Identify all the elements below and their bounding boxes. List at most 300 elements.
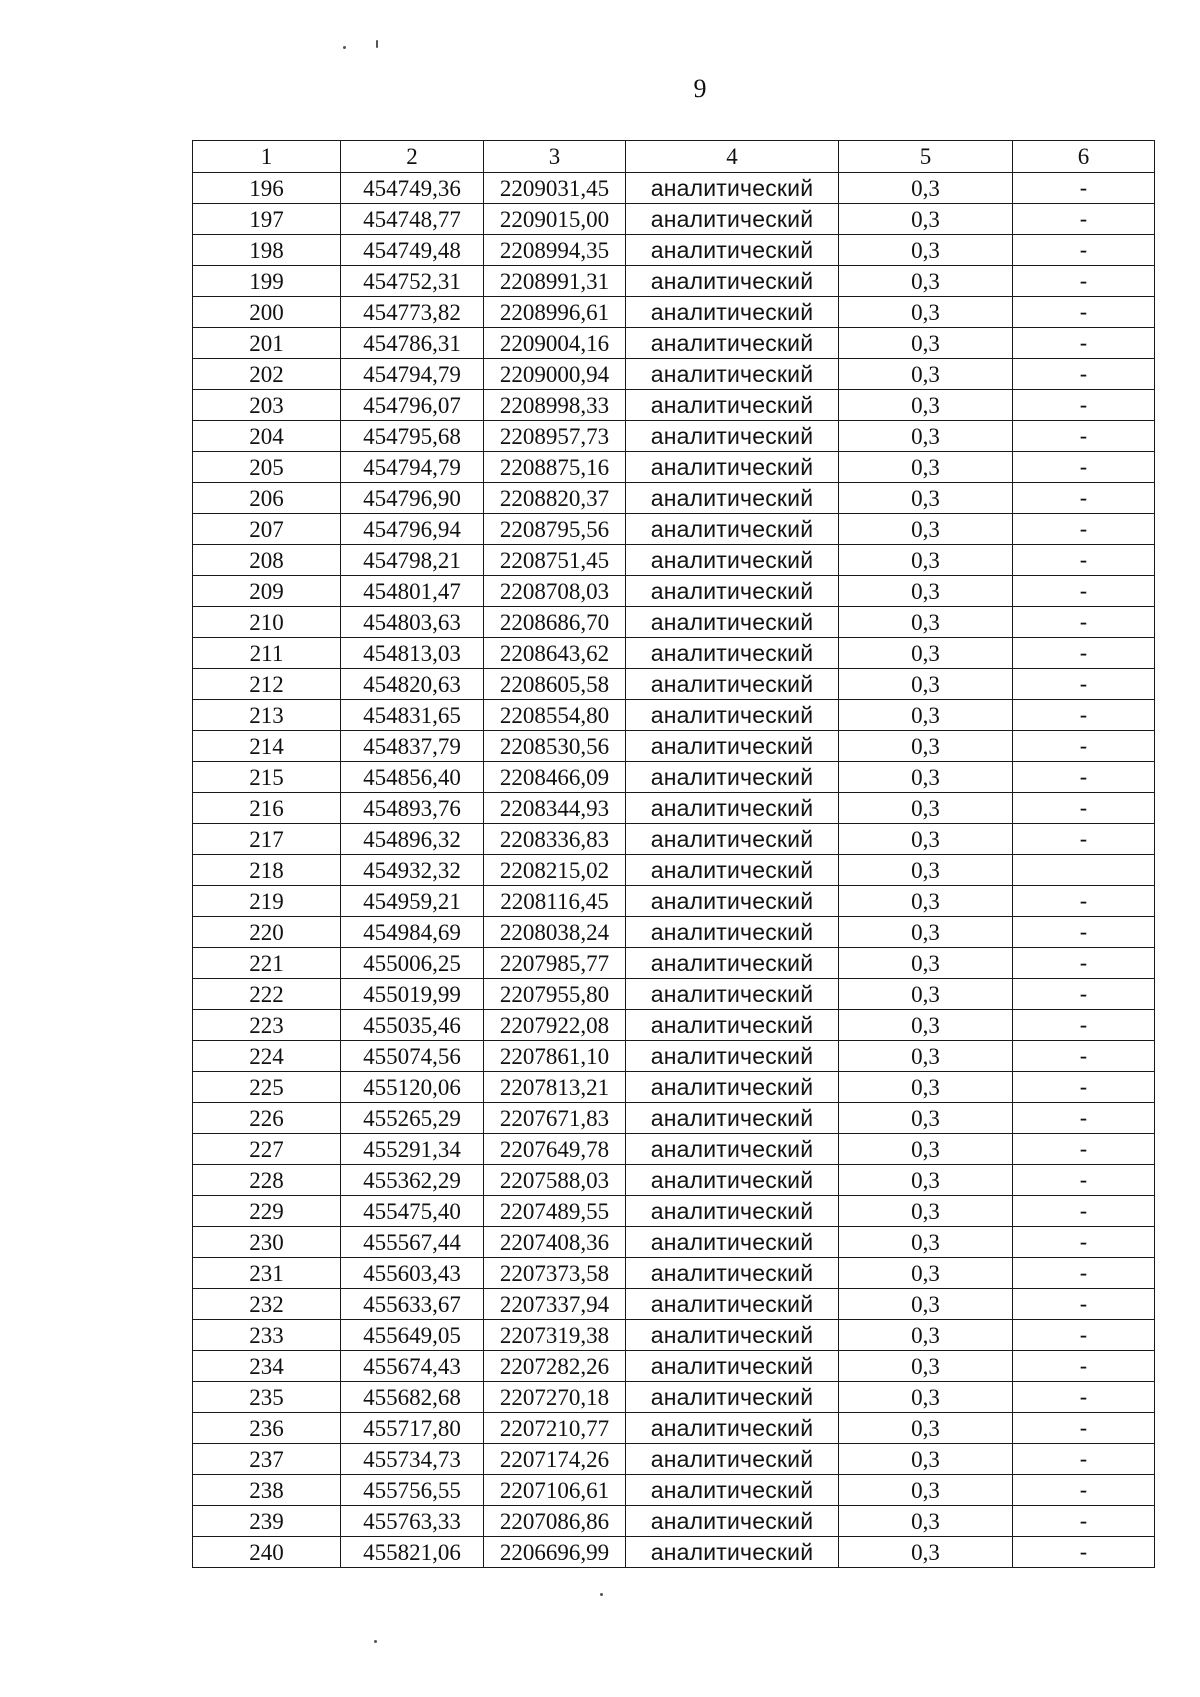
point-number-cell: 224 — [193, 1041, 341, 1072]
y-coordinate-cell: 2207955,80 — [484, 979, 626, 1010]
y-coordinate-cell: 2209015,00 — [484, 204, 626, 235]
accuracy-cell: 0,3 — [839, 514, 1013, 545]
error-cell: - — [1013, 173, 1155, 204]
point-number-cell: 236 — [193, 1413, 341, 1444]
table-row — [193, 235, 1155, 266]
accuracy-cell: 0,3 — [839, 979, 1013, 1010]
method-cell: аналитический — [626, 1196, 839, 1227]
method-cell: аналитический — [626, 1320, 839, 1351]
point-number-cell: 233 — [193, 1320, 341, 1351]
y-coordinate-cell: 2208336,83 — [484, 824, 626, 855]
accuracy-cell: 0,3 — [839, 483, 1013, 514]
table-row — [193, 1072, 1155, 1103]
table-row — [193, 1010, 1155, 1041]
y-coordinate-cell: 2208996,61 — [484, 297, 626, 328]
x-coordinate-cell: 455603,43 — [341, 1258, 484, 1289]
error-cell: - — [1013, 1165, 1155, 1196]
table-row — [193, 638, 1155, 669]
accuracy-cell: 0,3 — [839, 1103, 1013, 1134]
x-coordinate-cell: 455756,55 — [341, 1475, 484, 1506]
column-header: 2 — [341, 141, 484, 173]
error-cell: - — [1013, 793, 1155, 824]
method-cell: аналитический — [626, 1258, 839, 1289]
x-coordinate-cell: 455633,67 — [341, 1289, 484, 1320]
y-coordinate-cell: 2207337,94 — [484, 1289, 626, 1320]
method-cell: аналитический — [626, 297, 839, 328]
table-row — [193, 204, 1155, 235]
y-coordinate-cell: 2206696,99 — [484, 1537, 626, 1568]
error-cell: - — [1013, 266, 1155, 297]
error-cell: - — [1013, 700, 1155, 731]
x-coordinate-cell: 454795,68 — [341, 421, 484, 452]
y-coordinate-cell: 2208038,24 — [484, 917, 626, 948]
error-cell: - — [1013, 390, 1155, 421]
x-coordinate-cell: 454831,65 — [341, 700, 484, 731]
point-number-cell: 209 — [193, 576, 341, 607]
table-row — [193, 514, 1155, 545]
y-coordinate-cell: 2209031,45 — [484, 173, 626, 204]
y-coordinate-cell: 2208875,16 — [484, 452, 626, 483]
accuracy-cell: 0,3 — [839, 1134, 1013, 1165]
method-cell: аналитический — [626, 1537, 839, 1568]
y-coordinate-cell: 2207174,26 — [484, 1444, 626, 1475]
error-cell: - — [1013, 1289, 1155, 1320]
accuracy-cell: 0,3 — [839, 607, 1013, 638]
error-cell: - — [1013, 886, 1155, 917]
y-coordinate-cell: 2208344,93 — [484, 793, 626, 824]
table-row — [193, 421, 1155, 452]
column-header: 4 — [626, 141, 839, 173]
y-coordinate-cell: 2208820,37 — [484, 483, 626, 514]
table-row — [193, 1196, 1155, 1227]
y-coordinate-cell: 2207086,86 — [484, 1506, 626, 1537]
x-coordinate-cell: 455649,05 — [341, 1320, 484, 1351]
table-row — [193, 1103, 1155, 1134]
method-cell: аналитический — [626, 886, 839, 917]
x-coordinate-cell: 454773,82 — [341, 297, 484, 328]
error-cell: - — [1013, 235, 1155, 266]
scan-speck — [343, 46, 346, 49]
accuracy-cell: 0,3 — [839, 1072, 1013, 1103]
point-number-cell: 204 — [193, 421, 341, 452]
point-number-cell: 237 — [193, 1444, 341, 1475]
x-coordinate-cell: 454803,63 — [341, 607, 484, 638]
error-cell: - — [1013, 545, 1155, 576]
method-cell: аналитический — [626, 266, 839, 297]
y-coordinate-cell: 2207373,58 — [484, 1258, 626, 1289]
table-row — [193, 824, 1155, 855]
x-coordinate-cell: 454748,77 — [341, 204, 484, 235]
y-coordinate-cell: 2208466,09 — [484, 762, 626, 793]
accuracy-cell: 0,3 — [839, 576, 1013, 607]
method-cell: аналитический — [626, 855, 839, 886]
point-number-cell: 226 — [193, 1103, 341, 1134]
method-cell: аналитический — [626, 669, 839, 700]
error-cell: - — [1013, 1010, 1155, 1041]
method-cell: аналитический — [626, 700, 839, 731]
x-coordinate-cell: 454796,90 — [341, 483, 484, 514]
table-row — [193, 266, 1155, 297]
y-coordinate-cell: 2208998,33 — [484, 390, 626, 421]
error-cell: - — [1013, 359, 1155, 390]
method-cell: аналитический — [626, 1506, 839, 1537]
method-cell: аналитический — [626, 390, 839, 421]
error-cell: - — [1013, 669, 1155, 700]
method-cell: аналитический — [626, 514, 839, 545]
table-row — [193, 1351, 1155, 1382]
accuracy-cell: 0,3 — [839, 824, 1013, 855]
table-row — [193, 1227, 1155, 1258]
accuracy-cell: 0,3 — [839, 855, 1013, 886]
x-coordinate-cell: 454820,63 — [341, 669, 484, 700]
table-row — [193, 483, 1155, 514]
point-number-cell: 223 — [193, 1010, 341, 1041]
table-row — [193, 452, 1155, 483]
y-coordinate-cell: 2207861,10 — [484, 1041, 626, 1072]
method-cell: аналитический — [626, 235, 839, 266]
table-row — [193, 1506, 1155, 1537]
column-header: 5 — [839, 141, 1013, 173]
error-cell: - — [1013, 638, 1155, 669]
point-number-cell: 208 — [193, 545, 341, 576]
point-number-cell: 214 — [193, 731, 341, 762]
error-cell: - — [1013, 607, 1155, 638]
accuracy-cell: 0,3 — [839, 1444, 1013, 1475]
table-body — [193, 173, 1155, 1568]
y-coordinate-cell: 2208554,80 — [484, 700, 626, 731]
table-row — [193, 1258, 1155, 1289]
table-row — [193, 948, 1155, 979]
y-coordinate-cell: 2207270,18 — [484, 1382, 626, 1413]
error-cell: - — [1013, 1475, 1155, 1506]
point-number-cell: 212 — [193, 669, 341, 700]
point-number-cell: 239 — [193, 1506, 341, 1537]
accuracy-cell: 0,3 — [839, 359, 1013, 390]
error-cell — [1013, 855, 1155, 886]
method-cell: аналитический — [626, 1382, 839, 1413]
error-cell: - — [1013, 1258, 1155, 1289]
point-number-cell: 240 — [193, 1537, 341, 1568]
x-coordinate-cell: 454794,79 — [341, 452, 484, 483]
y-coordinate-cell: 2209000,94 — [484, 359, 626, 390]
accuracy-cell: 0,3 — [839, 173, 1013, 204]
error-cell: - — [1013, 762, 1155, 793]
error-cell: - — [1013, 297, 1155, 328]
x-coordinate-cell: 454801,47 — [341, 576, 484, 607]
point-number-cell: 211 — [193, 638, 341, 669]
x-coordinate-cell: 454856,40 — [341, 762, 484, 793]
method-cell: аналитический — [626, 1134, 839, 1165]
column-header: 1 — [193, 141, 341, 173]
scan-speck — [376, 40, 378, 48]
point-number-cell: 222 — [193, 979, 341, 1010]
column-header: 3 — [484, 141, 626, 173]
x-coordinate-cell: 455120,06 — [341, 1072, 484, 1103]
point-number-cell: 234 — [193, 1351, 341, 1382]
accuracy-cell: 0,3 — [839, 204, 1013, 235]
table-row — [193, 1041, 1155, 1072]
accuracy-cell: 0,3 — [839, 1506, 1013, 1537]
accuracy-cell: 0,3 — [839, 1475, 1013, 1506]
accuracy-cell: 0,3 — [839, 1010, 1013, 1041]
x-coordinate-cell: 454984,69 — [341, 917, 484, 948]
point-number-cell: 238 — [193, 1475, 341, 1506]
coordinates-table — [192, 140, 1155, 1568]
error-cell: - — [1013, 1506, 1155, 1537]
y-coordinate-cell: 2208751,45 — [484, 545, 626, 576]
table-row — [193, 731, 1155, 762]
table-row — [193, 1444, 1155, 1475]
table-row — [193, 917, 1155, 948]
x-coordinate-cell: 454796,07 — [341, 390, 484, 421]
method-cell: аналитический — [626, 1103, 839, 1134]
error-cell: - — [1013, 328, 1155, 359]
y-coordinate-cell: 2207649,78 — [484, 1134, 626, 1165]
method-cell: аналитический — [626, 824, 839, 855]
x-coordinate-cell: 454786,31 — [341, 328, 484, 359]
method-cell: аналитический — [626, 1413, 839, 1444]
point-number-cell: 196 — [193, 173, 341, 204]
error-cell: - — [1013, 731, 1155, 762]
x-coordinate-cell: 455674,43 — [341, 1351, 484, 1382]
point-number-cell: 217 — [193, 824, 341, 855]
point-number-cell: 220 — [193, 917, 341, 948]
x-coordinate-cell: 455019,99 — [341, 979, 484, 1010]
error-cell: - — [1013, 1320, 1155, 1351]
accuracy-cell: 0,3 — [839, 762, 1013, 793]
y-coordinate-cell: 2207489,55 — [484, 1196, 626, 1227]
y-coordinate-cell: 2208605,58 — [484, 669, 626, 700]
point-number-cell: 201 — [193, 328, 341, 359]
y-coordinate-cell: 2208643,62 — [484, 638, 626, 669]
accuracy-cell: 0,3 — [839, 1227, 1013, 1258]
method-cell: аналитический — [626, 979, 839, 1010]
x-coordinate-cell: 455362,29 — [341, 1165, 484, 1196]
y-coordinate-cell: 2207813,21 — [484, 1072, 626, 1103]
error-cell: - — [1013, 452, 1155, 483]
error-cell: - — [1013, 1196, 1155, 1227]
point-number-cell: 198 — [193, 235, 341, 266]
point-number-cell: 200 — [193, 297, 341, 328]
table-row — [193, 1413, 1155, 1444]
table-row — [193, 390, 1155, 421]
point-number-cell: 219 — [193, 886, 341, 917]
error-cell: - — [1013, 204, 1155, 235]
accuracy-cell: 0,3 — [839, 1320, 1013, 1351]
error-cell: - — [1013, 1382, 1155, 1413]
accuracy-cell: 0,3 — [839, 266, 1013, 297]
table-row — [193, 979, 1155, 1010]
table-row — [193, 1289, 1155, 1320]
accuracy-cell: 0,3 — [839, 297, 1013, 328]
error-cell: - — [1013, 1134, 1155, 1165]
table-row — [193, 1134, 1155, 1165]
accuracy-cell: 0,3 — [839, 328, 1013, 359]
point-number-cell: 213 — [193, 700, 341, 731]
y-coordinate-cell: 2207588,03 — [484, 1165, 626, 1196]
accuracy-cell: 0,3 — [839, 793, 1013, 824]
method-cell: аналитический — [626, 328, 839, 359]
point-number-cell: 207 — [193, 514, 341, 545]
point-number-cell: 205 — [193, 452, 341, 483]
error-cell: - — [1013, 576, 1155, 607]
y-coordinate-cell: 2208795,56 — [484, 514, 626, 545]
point-number-cell: 228 — [193, 1165, 341, 1196]
method-cell: аналитический — [626, 204, 839, 235]
x-coordinate-cell: 454959,21 — [341, 886, 484, 917]
error-cell: - — [1013, 917, 1155, 948]
accuracy-cell: 0,3 — [839, 1382, 1013, 1413]
method-cell: аналитический — [626, 1010, 839, 1041]
point-number-cell: 197 — [193, 204, 341, 235]
x-coordinate-cell: 455682,68 — [341, 1382, 484, 1413]
table-row — [193, 762, 1155, 793]
x-coordinate-cell: 454749,36 — [341, 173, 484, 204]
y-coordinate-cell: 2208215,02 — [484, 855, 626, 886]
x-coordinate-cell: 455291,34 — [341, 1134, 484, 1165]
page-number: 9 — [693, 74, 707, 103]
accuracy-cell: 0,3 — [839, 1537, 1013, 1568]
y-coordinate-cell: 2208991,31 — [484, 266, 626, 297]
error-cell: - — [1013, 1351, 1155, 1382]
x-coordinate-cell: 455567,44 — [341, 1227, 484, 1258]
method-cell: аналитический — [626, 917, 839, 948]
error-cell: - — [1013, 514, 1155, 545]
method-cell: аналитический — [626, 421, 839, 452]
point-number-cell: 215 — [193, 762, 341, 793]
method-cell: аналитический — [626, 1289, 839, 1320]
error-cell: - — [1013, 1072, 1155, 1103]
table-row — [193, 359, 1155, 390]
error-cell: - — [1013, 1041, 1155, 1072]
method-cell: аналитический — [626, 1165, 839, 1196]
error-cell: - — [1013, 1227, 1155, 1258]
point-number-cell: 227 — [193, 1134, 341, 1165]
accuracy-cell: 0,3 — [839, 1351, 1013, 1382]
y-coordinate-cell: 2207319,38 — [484, 1320, 626, 1351]
table-row — [193, 669, 1155, 700]
accuracy-cell: 0,3 — [839, 1289, 1013, 1320]
accuracy-cell: 0,3 — [839, 917, 1013, 948]
error-cell: - — [1013, 979, 1155, 1010]
x-coordinate-cell: 454749,48 — [341, 235, 484, 266]
accuracy-cell: 0,3 — [839, 1258, 1013, 1289]
point-number-cell: 202 — [193, 359, 341, 390]
accuracy-cell: 0,3 — [839, 1413, 1013, 1444]
table-row — [193, 793, 1155, 824]
x-coordinate-cell: 454837,79 — [341, 731, 484, 762]
method-cell: аналитический — [626, 1475, 839, 1506]
method-cell: аналитический — [626, 1072, 839, 1103]
table-row — [193, 173, 1155, 204]
method-cell: аналитический — [626, 1444, 839, 1475]
y-coordinate-cell: 2207106,61 — [484, 1475, 626, 1506]
method-cell: аналитический — [626, 1227, 839, 1258]
table-row — [193, 1320, 1155, 1351]
x-coordinate-cell: 455734,73 — [341, 1444, 484, 1475]
accuracy-cell: 0,3 — [839, 948, 1013, 979]
x-coordinate-cell: 454932,32 — [341, 855, 484, 886]
y-coordinate-cell: 2209004,16 — [484, 328, 626, 359]
method-cell: аналитический — [626, 607, 839, 638]
method-cell: аналитический — [626, 638, 839, 669]
y-coordinate-cell: 2208530,56 — [484, 731, 626, 762]
x-coordinate-cell: 454798,21 — [341, 545, 484, 576]
method-cell: аналитический — [626, 793, 839, 824]
point-number-cell: 232 — [193, 1289, 341, 1320]
table-row — [193, 607, 1155, 638]
method-cell: аналитический — [626, 545, 839, 576]
point-number-cell: 230 — [193, 1227, 341, 1258]
y-coordinate-cell: 2207282,26 — [484, 1351, 626, 1382]
point-number-cell: 221 — [193, 948, 341, 979]
error-cell: - — [1013, 948, 1155, 979]
method-cell: аналитический — [626, 1351, 839, 1382]
scan-speck — [600, 1593, 603, 1596]
x-coordinate-cell: 454813,03 — [341, 638, 484, 669]
y-coordinate-cell: 2207210,77 — [484, 1413, 626, 1444]
y-coordinate-cell: 2208994,35 — [484, 235, 626, 266]
point-number-cell: 218 — [193, 855, 341, 886]
column-header: 6 — [1013, 141, 1155, 173]
method-cell: аналитический — [626, 173, 839, 204]
y-coordinate-cell: 2207985,77 — [484, 948, 626, 979]
error-cell: - — [1013, 1537, 1155, 1568]
x-coordinate-cell: 454752,31 — [341, 266, 484, 297]
point-number-cell: 210 — [193, 607, 341, 638]
x-coordinate-cell: 454796,94 — [341, 514, 484, 545]
point-number-cell: 225 — [193, 1072, 341, 1103]
point-number-cell: 229 — [193, 1196, 341, 1227]
table-row — [193, 297, 1155, 328]
method-cell: аналитический — [626, 731, 839, 762]
accuracy-cell: 0,3 — [839, 731, 1013, 762]
x-coordinate-cell: 455035,46 — [341, 1010, 484, 1041]
table-row — [193, 1475, 1155, 1506]
x-coordinate-cell: 455763,33 — [341, 1506, 484, 1537]
table-row — [193, 886, 1155, 917]
method-cell: аналитический — [626, 576, 839, 607]
error-cell: - — [1013, 421, 1155, 452]
y-coordinate-cell: 2208708,03 — [484, 576, 626, 607]
point-number-cell: 231 — [193, 1258, 341, 1289]
method-cell: аналитический — [626, 948, 839, 979]
table-row — [193, 328, 1155, 359]
point-number-cell: 235 — [193, 1382, 341, 1413]
point-number-cell: 206 — [193, 483, 341, 514]
table-row — [193, 1382, 1155, 1413]
y-coordinate-cell: 2207408,36 — [484, 1227, 626, 1258]
y-coordinate-cell: 2208957,73 — [484, 421, 626, 452]
y-coordinate-cell: 2207671,83 — [484, 1103, 626, 1134]
error-cell: - — [1013, 1413, 1155, 1444]
y-coordinate-cell: 2207922,08 — [484, 1010, 626, 1041]
table-header-row — [193, 141, 1155, 173]
accuracy-cell: 0,3 — [839, 1165, 1013, 1196]
point-number-cell: 216 — [193, 793, 341, 824]
table-row — [193, 1537, 1155, 1568]
accuracy-cell: 0,3 — [839, 700, 1013, 731]
x-coordinate-cell: 455265,29 — [341, 1103, 484, 1134]
accuracy-cell: 0,3 — [839, 421, 1013, 452]
accuracy-cell: 0,3 — [839, 1196, 1013, 1227]
error-cell: - — [1013, 824, 1155, 855]
y-coordinate-cell: 2208686,70 — [484, 607, 626, 638]
method-cell: аналитический — [626, 359, 839, 390]
table-row — [193, 576, 1155, 607]
x-coordinate-cell: 454893,76 — [341, 793, 484, 824]
x-coordinate-cell: 454794,79 — [341, 359, 484, 390]
